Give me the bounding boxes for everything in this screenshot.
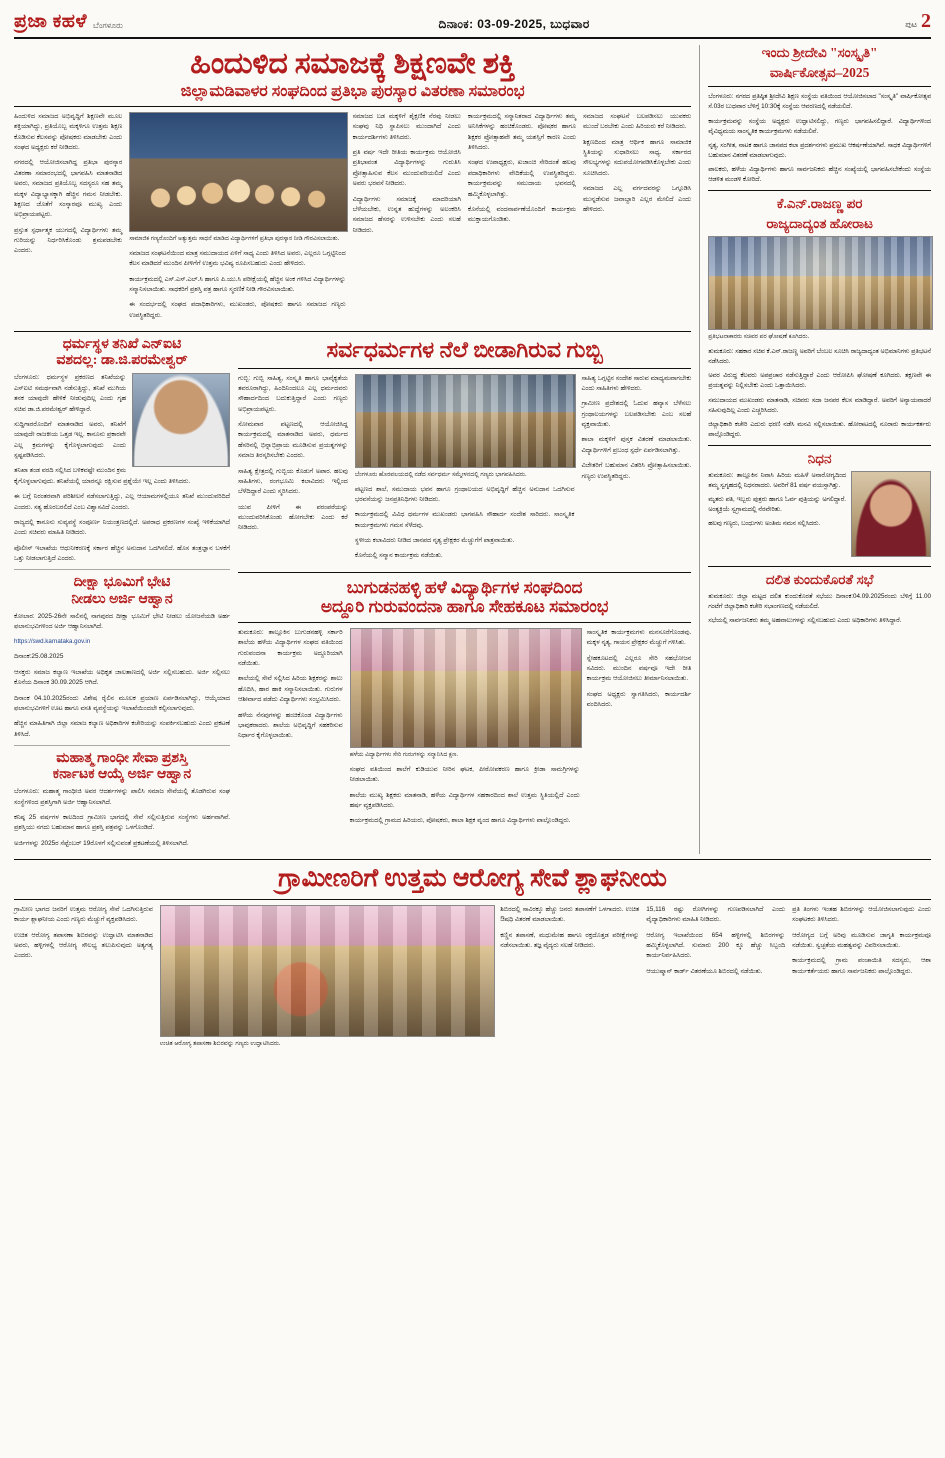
gubbi-col-2	[355, 374, 575, 567]
issue-date: ದಿನಾಂಕ: 03-09-2025, ಬುಧವಾರ	[438, 17, 590, 31]
divider	[14, 859, 931, 860]
paragraph: ಯುವ ಪೀಳಿಗೆ ಈ ಪರಂಪರೆಯನ್ನು ಮುಂದುವರಿಸಿಕೊಂಡು ಹೋಗಬೇಕು ಎಂದು ಕರೆ ನೀಡಿದರು.	[238, 503, 348, 532]
lead-col-4	[468, 112, 576, 326]
paragraph: ಸಮಾಜದ ಎಲ್ಲ ವರ್ಗದವರನ್ನು ಒಗ್ಗೂಡಿಸಿ ಮುನ್ನಡೆಸುವ ಜವಾಬ್ದಾರಿ ಎಲ್ಲರ ಮೇಲಿದೆ ಎಂದು ಹೇಳಿದರು.	[583, 185, 692, 213]
paragraph: ಹಳೆಯ ನೆನಪುಗಳನ್ನು ಹಂಚಿಕೊಂಡ ವಿದ್ಯಾರ್ಥಿಗಳು ಭಾವುಕರಾದರು. ಶಾಲೆಯ ಅಭಿವೃದ್ಧಿಗೆ ಸಹಕರಿಸುವ ನಿರ್ಧಾರ ಕೈಗೊಳ್ಳಲಾಯಿತು.	[238, 711, 343, 740]
paragraph: ಆರೋಗ್ಯದ ಬಗ್ಗೆ ಅರಿವು ಮೂಡಿಸುವ ಜಾಗೃತಿ ಕಾರ್ಯಕ್ರಮವೂ ನಡೆಯಿತು. ಸ್ವಚ್ಛತೆಯ ಮಹತ್ವವನ್ನು ವಿವರಿಸಲಾಯಿತು.	[792, 931, 931, 949]
divider	[708, 190, 931, 191]
paragraph: ಅರ್ಜಿಗಳನ್ನು 2025ರ ಸೆಪ್ಟೆಂಬರ್ 19ರೊಳಗೆ ಸಲ್ಲಿಸುವಂತೆ ಪ್ರಕಟಣೆಯಲ್ಲಿ ತಿಳಿಸಲಾಗಿದೆ.	[14, 839, 189, 847]
masthead-left	[14, 11, 123, 33]
divider	[14, 569, 230, 570]
deeksha-date-note: ದಿನಾಂಕ:25.08.2025	[14, 653, 64, 661]
paragraph: ಬೆಂಗಳೂರು: ಮಹಾತ್ಮ ಗಾಂಧೀಜಿ ಅವರ ಆದರ್ಶಗಳನ್ನು ಪಾಲಿಸಿ ಸಮಾಜ ಸೇವೆಯಲ್ಲಿ ತೊಡಗಿರುವ ಸಂಘ ಸಂಸ್ಥೆಗಳಿಂದ ಪ್ರಶಸ್ತಿಗಾಗಿ ಅರ್ಜಿ ಆಹ್ವಾನಿಸಲಾಗಿದೆ.	[14, 788, 230, 806]
divider	[14, 899, 931, 900]
paragraph: ಕಾರ್ಯಕ್ರಮದಲ್ಲಿ ಎಸ್.ಎಸ್.ಎಲ್.ಸಿ ಹಾಗೂ ಪಿ.ಯು.ಸಿ ಪರೀಕ್ಷೆಯಲ್ಲಿ ಹೆಚ್ಚಿನ ಅಂಕ ಗಳಿಸಿದ ವಿದ್ಯಾರ್ಥಿಗಳನ್ನು ಸನ್ಮಾನಿಸಲಾಯಿತು. ಸಾಧಕರಿಗೆ ಪ್ರಶಸ್ತಿ ಪತ್ರ ಹಾಗೂ ಸ್ಮರಣಿಕೆ ನೀಡಿ ಗೌರವಿಸಲಾಯಿತು.	[129, 275, 346, 294]
paragraph: ಸಂಘದ ಉಪಾಧ್ಯಕ್ಷರು, ಖಜಾಂಚಿ ಸೇರಿದಂತೆ ಹಲವು ಪದಾಧಿಕಾರಿಗಳು ವೇದಿಕೆಯಲ್ಲಿ ಉಪಸ್ಥಿತರಿದ್ದರು. ಕಾರ್ಯಕ್ರಮವನ್ನು ಸಮುದಾಯ ಭವನದಲ್ಲಿ ಹಮ್ಮಿಕೊಳ್ಳಲಾಗಿತ್ತು.	[467, 159, 577, 198]
paragraph: ತುಮಕೂರು: ತಾಲ್ಲೂಕಿನ ಬುಗುಡನಹಳ್ಳಿ ಸರ್ಕಾರಿ ಶಾಲೆಯ ಹಳೆಯ ವಿದ್ಯಾರ್ಥಿಗಳ ಸಂಘದ ವತಿಯಿಂದ ಗುರುವಂದನಾ ಕಾರ್ಯಕ್ರಮ ಅದ್ದೂರಿಯಾಗಿ ನಡೆಯಿತು.	[238, 628, 343, 667]
paragraph: ಮೃತರು ಪತಿ, ಇಬ್ಬರು ಪುತ್ರರು ಹಾಗೂ ಓರ್ವ ಪುತ್ರಿಯನ್ನು ಅಗಲಿದ್ದಾರೆ. ಅಂತ್ಯಕ್ರಿಯೆ ಸ್ವಗ್ರಾಮದಲ್ಲಿ ನೆರವೇರಿತು.	[708, 496, 846, 514]
divider	[14, 745, 230, 746]
divider	[708, 566, 931, 567]
paragraph: ಶಿಕ್ಷಣದಿಂದ ಮಾತ್ರ ಆರ್ಥಿಕ ಹಾಗೂ ಸಾಮಾಜಿಕ ಸ್ಥಿತಿಯನ್ನು ಸುಧಾರಿಸಲು ಸಾಧ್ಯ. ಸರ್ಕಾರದ ಸೌಲಭ್ಯಗಳನ್ನು ಸದುಪಯೋಗಪಡಿಸಿಕೊಳ್ಳಬೇಕು ಎಂದು ಸೂಚಿಸಿದರು.	[583, 138, 692, 177]
divider	[238, 368, 691, 369]
bugudanahalli-col-2	[350, 628, 580, 832]
lead-col-1	[14, 112, 122, 326]
gandhi-body	[14, 787, 230, 849]
lead-headline: ಹಿಂದುಳಿದ ಸಮಾಜಕ್ಕೆ ಶಿಕ್ಷಣವೇ ಶಕ್ತಿ	[190, 47, 516, 80]
rajanna-body	[708, 347, 931, 440]
page-label: ಪುಟ	[905, 20, 917, 29]
gubbi-photo	[355, 374, 577, 468]
samskruti-title-line2: ವಾರ್ಷಿಕೋತ್ಸವ–2025	[769, 65, 870, 81]
paragraph: ಸಾಹಿತ್ಯ ಒಗ್ಗಟ್ಟಿನ ಸಂದೇಶ ಸಾರುವ ಮಾಧ್ಯಮವಾಗಬೇಕು ಎಂದು ಸಾಹಿತಿಗಳು ಹೇಳಿದರು.	[581, 374, 692, 392]
paragraph: ಪ್ರತಿ ತಿಂಗಳು ಇಂತಹ ಶಿಬಿರಗಳನ್ನು ಆಯೋಜಿಸಲಾಗುವುದು ಎಂದು ಸಂಘಟಕರು ತಿಳಿಸಿದರು.	[792, 905, 931, 924]
paragraph: ಸಂಘದ ಅಧ್ಯಕ್ಷರು ಸ್ವಾಗತಿಸಿದರು, ಕಾರ್ಯದರ್ಶಿ ವಂದಿಸಿದರು.	[586, 690, 692, 709]
paragraph: ಶಾಲಾ ಮಕ್ಕಳಿಗೆ ಪುಸ್ತಕ ವಿತರಣೆ ಮಾಡಲಾಯಿತು. ವಿದ್ಯಾರ್ಥಿಗಳಿಗೆ ಪ್ರಬಂಧ ಸ್ಪರ್ಧೆ ಏರ್ಪಡಿಸಲಾಗಿತ್ತು.	[581, 436, 692, 454]
paragraph: ಆಸಕ್ತರು ಸಮಾಜ ಕಲ್ಯಾಣ ಇಲಾಖೆಯ ಅಧಿಕೃತ ಜಾಲತಾಣದಲ್ಲಿ ಅರ್ಜಿ ಸಲ್ಲಿಸಬಹುದು. ಅರ್ಜಿ ಸಲ್ಲಿಸಲು ಕೊನೆಯ ದಿನಾಂಕ 30.09.2025 ಆಗಿದೆ.	[14, 668, 230, 687]
masthead-right	[905, 10, 931, 33]
paragraph: ದಿನಾಂಕ 04.10.2025ರಂದು ವಿಶೇಷ ರೈಲಿನ ಮೂಲಕ ಪ್ರಯಾಣ ಏರ್ಪಡಿಸಲಾಗಿದ್ದು, ಆಯ್ಕೆಯಾದ ಫಲಾನುಭವಿಗಳಿಗೆ ಊಟ ಹಾಗೂ ವಸತಿ ವ್ಯವಸ್ಥೆಯನ್ನು ಇಲಾಖೆಯಿಂದಲೇ ಕಲ್ಪಿಸಲಾಗುವುದು.	[14, 694, 230, 712]
lead-subhead: ಜಿಲ್ಲಾಮಡಿವಾಳರ ಸಂಘದಿಂದ ಪ್ರತಿಭಾ ಪುರಸ್ಕಾರ ವಿತರಣಾ ಸಮಾರಂಭ	[180, 82, 525, 100]
paragraph: ಕಾರ್ಯಕ್ರಮವನ್ನು ಸಂಸ್ಥೆಯ ಅಧ್ಯಕ್ಷರು ಉದ್ಘಾಟಿಸಲಿದ್ದು, ಗಣ್ಯರು ಭಾಗವಹಿಸಲಿದ್ದಾರೆ. ವಿದ್ಯಾರ್ಥಿಗಳಿಂದ ವೈವಿಧ್ಯಮಯ ಸಾಂಸ್ಕೃತಿಕ ಕಾರ್ಯಕ್ರಮಗಳು ನಡೆಯಲಿವೆ.	[708, 117, 931, 135]
lead-col-5	[583, 112, 691, 326]
paragraph: ಸ್ಥಳೀಯ ಕಲಾವಿದರು ನೀಡಿದ ಜಾನಪದ ನೃತ್ಯ ಪ್ರೇಕ್ಷಕರ ಮೆಚ್ಚುಗೆಗೆ ಪಾತ್ರವಾಯಿತು.	[354, 537, 515, 545]
paragraph: ಶಿಬಿರದಲ್ಲಿ ಸಾವಿರಕ್ಕೂ ಹೆಚ್ಚು ಜನರು ತಪಾಸಣೆಗೆ ಒಳಗಾದರು. ಉಚಿತ ಔಷಧಿ ವಿತರಣೆ ಮಾಡಲಾಯಿತು.	[500, 905, 640, 924]
deeksha-title-line1: ದೀಕ್ಷಾ ಭೂಮಿಗೆ ಭೇಟಿ	[73, 575, 171, 591]
publication-title: ಪ್ರಜಾ ಕಹಳೆ	[14, 11, 88, 32]
bugudanahalli-col-3	[587, 628, 692, 832]
health-col-5	[792, 905, 931, 1054]
rajanna-title-line1: ಕೆ.ಎನ್.ರಾಜಣ್ಣ ಪರ	[776, 195, 863, 211]
paragraph: ತುಮಕೂರು: ಸಹಕಾರ ಸಚಿವ ಕೆ.ಎನ್.ರಾಜಣ್ಣ ಅವರಿಗೆ ಬೆಂಬಲ ಸೂಚಿಸಿ ರಾಜ್ಯದಾದ್ಯಂತ ಅಭಿಮಾನಿಗಳು ಪ್ರತಿಭಟನೆ ನಡೆಸಿದರು.	[708, 348, 931, 366]
bugudanahalli-photo	[350, 628, 582, 748]
dharmasthala-title-line2: ವಶದಲ್ಲ: ಡಾ.ಜಿ.ಪರಮೇಶ್ವರ್	[56, 353, 188, 369]
bugudanahalli-title-line1: ಬುಗುಡನಹಳ್ಳಿ ಹಳೆ ವಿದ್ಯಾರ್ಥಿಗಳ ಸಂಘದಿಂದ	[346, 577, 583, 597]
paragraph: ಸಾಂಸ್ಕೃತಿಕ ಕಾರ್ಯಕ್ರಮಗಳು ಮನಸೂರೆಗೊಂಡವು. ಮಕ್ಕಳ ನೃತ್ಯ, ಗಾಯನ ಪ್ರೇಕ್ಷಕರ ಮೆಚ್ಚುಗೆ ಗಳಿಸಿತು.	[586, 628, 692, 647]
paragraph: ಕಣ್ಣಿನ ತಪಾಸಣೆ, ಮಧುಮೇಹ ಹಾಗೂ ರಕ್ತದೊತ್ತಡ ಪರೀಕ್ಷೆಗಳನ್ನು ನಡೆಸಲಾಯಿತು. ತಜ್ಞ ವೈದ್ಯರು ಸಲಹೆ ನೀಡಿದರು.	[500, 931, 640, 949]
paragraph: ಕೊನೆಯಲ್ಲಿ ವಂದನಾರ್ಪಣೆಯೊಂದಿಗೆ ಕಾರ್ಯಕ್ರಮ ಮುಕ್ತಾಯಗೊಂಡಿತು.	[467, 205, 577, 224]
paragraph: ರಾಜ್ಯದಲ್ಲಿ ಕಾನೂನು ಸುವ್ಯವಸ್ಥೆ ಸಂಪೂರ್ಣ ನಿಯಂತ್ರಣದಲ್ಲಿದೆ. ಅಪರಾಧ ಪ್ರಕರಣಗಳ ಸಂಖ್ಯೆ ಇಳಿಕೆಯಾಗಿದೆ ಎಂದು ಸಚಿವರು ಮಾಹಿತಿ ನೀಡಿದರು.	[14, 518, 230, 537]
paragraph: ಈ ಬಗ್ಗೆ ನಿರಂತರವಾಗಿ ಪರಿಶೀಲನೆ ನಡೆಸಲಾಗುತ್ತಿದ್ದು, ಎಲ್ಲ ಆಯಾಮಗಳಲ್ಲಿಯೂ ತನಿಖೆ ಮುಂದುವರಿದಿದೆ ಎಂದರು. ಸತ್ಯ ಹೊರಬರಲಿದೆ ಎಂಬ ವಿಶ್ವಾಸವಿದೆ ಎಂದರು.	[14, 493, 230, 511]
gubbi-title: ಸರ್ವಧರ್ಮಗಳ ನೆಲೆ ಬೀಡಾಗಿರುವ ಗುಬ್ಬಿ	[326, 337, 603, 363]
paragraph: ಸ್ನೇಹಕೂಟದಲ್ಲಿ ಎಲ್ಲರೂ ಸೇರಿ ಸಹಭೋಜನ ಸವಿದರು. ಮುಂದಿನ ವರ್ಷವೂ ಇದೇ ರೀತಿ ಕಾರ್ಯಕ್ರಮ ಆಯೋಜಿಸಲು ತೀರ್ಮಾನಿಸಲಾಯಿತು.	[586, 654, 692, 683]
divider	[14, 331, 691, 332]
paragraph: ತನಿಖಾ ತಂಡ ವರದಿ ಸಲ್ಲಿಸಿದ ಬಳಿಕವಷ್ಟೇ ಮುಂದಿನ ಕ್ರಮ ಕೈಗೊಳ್ಳಲಾಗುವುದು. ತನಿಖೆಯಲ್ಲಿ ಯಾರನ್ನೂ ರಕ್ಷಿಸುವ ಪ್ರಶ್ನೆಯೇ ಇಲ್ಲ ಎಂದು ತಿಳಿಸಿದರು.	[14, 467, 191, 485]
paragraph: ಶಾಲೆಯ ಮುಖ್ಯ ಶಿಕ್ಷಕರು ಮಾತನಾಡಿ, ಹಳೆಯ ವಿದ್ಯಾರ್ಥಿಗಳ ಸಹಕಾರದಿಂದ ಶಾಲೆ ಉತ್ತಮ ಸ್ಥಿತಿಯಲ್ಲಿದೆ ಎಂದು ಹರ್ಷ ವ್ಯಕ್ತಪಡಿಸಿದರು.	[349, 791, 580, 809]
bugudanahalli-col-1	[238, 628, 343, 832]
rajanna-photo-caption: ಪ್ರತಿಭಟನಾಕಾರರು ಸಚಿವರ ಪರ ಘೋಷಣೆ ಕೂಗಿದರು.	[708, 334, 810, 341]
paragraph: ಸುದ್ದಿಗಾರರೊಂದಿಗೆ ಮಾತನಾಡಿದ ಅವರು, ತನಿಖೆಗೆ ಯಾವುದೇ ರಾಜಕೀಯ ಒತ್ತಡ ಇಲ್ಲ. ಕಾನೂನು ಪ್ರಕಾರವೇ ಎಲ್ಲ ಕ್ರಮಗಳನ್ನು ಕೈಗೊಳ್ಳಲಾಗುವುದು ಎಂದು ಸ್ಪಷ್ಟಪಡಿಸಿದರು.	[14, 420, 126, 460]
left-rail	[14, 337, 230, 854]
paragraph: ಕನಿಷ್ಠ 25 ವರ್ಷಗಳ ಕಾಲದಿಂದ ಗ್ರಾಮೀಣ ಭಾಗದಲ್ಲಿ ಸೇವೆ ಸಲ್ಲಿಸುತ್ತಿರುವ ಸಂಸ್ಥೆಗಳು ಅರ್ಹವಾಗಿವೆ. ಪ್ರಶಸ್ತಿಯು ನಗದು ಬಹುಮಾನ ಹಾಗೂ ಪ್ರಶಸ್ತಿ ಪತ್ರವನ್ನು ಒಳಗೊಂಡಿದೆ.	[14, 813, 230, 832]
samskruti-title-line1: ಇಂದು ಶ್ರೀದೇವಿ "ಸಂಸ್ಕೃತಿ"	[761, 45, 878, 60]
publication-edition: ಬೆಂಗಳೂರು	[93, 21, 123, 30]
deeksha-website[interactable]: https://swd.karnataka.gov.in	[14, 638, 91, 646]
paragraph: ತುಮಕೂರು: ತಾಲ್ಲೂಕಿನ ನಿವಾಸಿ ಹಿರಿಯ ಮಹಿಳೆ ಅನಾರೋಗ್ಯದಿಂದ ತಮ್ಮ ಸ್ವಗೃಹದಲ್ಲಿ ನಿಧನರಾದರು. ಅವರಿಗೆ 81 ವರ್ಷ ವಯಸ್ಸಾಗಿತ್ತು.	[708, 471, 846, 489]
main-content	[14, 45, 691, 854]
paragraph: ಸೋಮವಾರ ಪಟ್ಟಣದಲ್ಲಿ ಆಯೋಜಿಸಿದ್ದ ಕಾರ್ಯಕ್ರಮದಲ್ಲಿ ಮಾತನಾಡಿದ ಅವರು, ಧರ್ಮದ ಹೆಸರಿನಲ್ಲಿ ಭಿನ್ನಾಭಿಪ್ರಾಯ ಮೂಡಿಸುವ ಪ್ರಯತ್ನಗಳನ್ನು ಸಮಾಜ ತಿರಸ್ಕರಿಸಬೇಕು ಎಂದರು.	[238, 421, 348, 460]
paragraph: ಪೊಲೀಸ್ ಇಲಾಖೆಯ ಆಧುನೀಕರಣಕ್ಕೆ ಸರ್ಕಾರ ಹೆಚ್ಚಿನ ಅನುದಾನ ಒದಗಿಸಲಿದೆ. ಹೊಸ ತಂತ್ರಜ್ಞಾನ ಬಳಕೆಗೆ ಒತ್ತು ನೀಡಲಾಗುತ್ತಿದೆ ಎಂದರು.	[14, 544, 230, 563]
health-col-2	[160, 905, 493, 1054]
paragraph: ಪ್ರಸ್ತುತ ಸ್ಪರ್ಧಾತ್ಮಕ ಯುಗದಲ್ಲಿ ವಿದ್ಯಾರ್ಥಿಗಳು ತಮ್ಮ ಗುರಿಯನ್ನು ನಿರ್ಧರಿಸಿಕೊಂಡು ಶ್ರಮಪಡಬೇಕು ಎಂದರು.	[14, 226, 123, 255]
paragraph: ಸಮಾಜದ ಸಂಘಟನೆ ಬಲಪಡಿಸಲು ಯುವಕರು ಮುಂದೆ ಬರಬೇಕು ಎಂದು ಹಿರಿಯರು ಕರೆ ನೀಡಿದರು.	[583, 112, 692, 131]
paragraph: ನೃತ್ಯ, ಸಂಗೀತ, ನಾಟಕ ಹಾಗೂ ಜಾನಪದ ಕಲಾ ಪ್ರದರ್ಶನಗಳು ಪ್ರಮುಖ ಆಕರ್ಷಣೆಯಾಗಿವೆ. ಸಾಧಕ ವಿದ್ಯಾರ್ಥಿಗಳಿಗೆ ಬಹುಮಾನ ವಿತರಣೆ ಮಾಡಲಾಗುವುದು.	[708, 141, 931, 159]
paragraph: ಕಾರ್ಯಕ್ರಮದಲ್ಲಿ ಸನ್ಮಾನಿತರಾದ ವಿದ್ಯಾರ್ಥಿಗಳು ತಮ್ಮ ಅನಿಸಿಕೆಗಳನ್ನು ಹಂಚಿಕೊಂಡರು. ಪೋಷಕರ ಹಾಗೂ ಶಿಕ್ಷಕರ ಪ್ರೋತ್ಸಾಹವೇ ತಮ್ಮ ಯಶಸ್ಸಿಗೆ ಕಾರಣ ಎಂದು ತಿಳಿಸಿದರು.	[467, 112, 577, 152]
paragraph: ಶಾಲೆಯಲ್ಲಿ ಸೇವೆ ಸಲ್ಲಿಸಿದ ಹಿರಿಯ ಶಿಕ್ಷಕರನ್ನು ಶಾಲು ಹೊದಿಸಿ, ಹಾರ ಹಾಕಿ ಸನ್ಮಾನಿಸಲಾಯಿತು. ಗುರುಗಳ ಆಶೀರ್ವಾದ ಪಡೆದು ವಿದ್ಯಾರ್ಥಿಗಳು ಸಂಭ್ರಮಿಸಿದರು.	[238, 675, 343, 704]
paragraph: ಸಾಹಿತ್ಯ ಕ್ಷೇತ್ರದಲ್ಲಿ ಗುಬ್ಬಿಯ ಕೊಡುಗೆ ಅಪಾರ. ಹಲವು ಸಾಹಿತಿಗಳು, ರಂಗಭೂಮಿ ಕಲಾವಿದರು ಇಲ್ಲಿಂದ ಬೆಳೆದಿದ್ದಾರೆ ಎಂದು ಸ್ಮರಿಸಿದರು.	[238, 467, 348, 496]
divider	[14, 106, 691, 107]
nidhana-portrait	[851, 471, 931, 557]
paragraph: ಬೆಂಗಳೂರು: ನಗರದ ಪ್ರತಿಷ್ಠಿತ ಶ್ರೀದೇವಿ ಶಿಕ್ಷಣ ಸಂಸ್ಥೆಯ ವತಿಯಿಂದ ಆಯೋಜಿಸಲಾದ "ಸಂಸ್ಕೃತಿ" ವಾರ್ಷಿಕೋತ್ಸವ ಸೆ.03ರ ಬುಧವಾರ ಬೆಳಿಗ್ಗೆ 10:30ಕ್ಕೆ ಸಂಸ್ಥೆಯ ಆವರಣದಲ್ಲಿ ನಡೆಯಲಿದೆ.	[708, 93, 931, 111]
bugudanahalli-columns	[238, 628, 691, 832]
paragraph: ಗುಬ್ಬಿ: ಗುಬ್ಬಿ ಸಾಹಿತ್ಯ, ಸಂಸ್ಕೃತಿ ಹಾಗೂ ಭಾವೈಕ್ಯತೆಯ ತವರೂರಾಗಿದ್ದು, ಹಿಂದಿನಿಂದಲೂ ಎಲ್ಲ ಧರ್ಮದವರು ಸೌಹಾರ್ದದಿಂದ ಬದುಕುತ್ತಿದ್ದಾರೆ ಎಂದು ಗಣ್ಯರು ಅಭಿಪ್ರಾಯಪಟ್ಟರು.	[238, 374, 348, 413]
paragraph: ಕೋಲಾರ: 2025-26ನೇ ಸಾಲಿನಲ್ಲಿ ನಾಗಪುರದ ದೀಕ್ಷಾ ಭೂಮಿಗೆ ಭೇಟಿ ನೀಡಲು ಯೋಜನೆಯಡಿ ಅರ್ಹ ಫಲಾನುಭವಿಗಳಿಂದ ಅರ್ಜಿ ಆಹ್ವಾನಿಸಲಾಗಿದೆ.	[14, 612, 230, 630]
paragraph: ಪ್ರತಿ ವರ್ಷ ಇದೇ ರೀತಿಯ ಕಾರ್ಯಕ್ರಮ ಆಯೋಜಿಸಿ ಪ್ರತಿಭಾವಂತ ವಿದ್ಯಾರ್ಥಿಗಳನ್ನು ಗುರುತಿಸಿ ಪ್ರೋತ್ಸಾಹಿಸುವ ಕೆಲಸ ಮುಂದುವರಿಯಲಿದೆ ಎಂದು ಅವರು ಭರವಸೆ ನೀಡಿದರು.	[352, 149, 461, 188]
lead-col-2	[129, 112, 345, 326]
paragraph: ಪಾಲಕರು, ಹಳೆಯ ವಿದ್ಯಾರ್ಥಿಗಳು ಹಾಗೂ ಸಾರ್ವಜನಿಕರು ಹೆಚ್ಚಿನ ಸಂಖ್ಯೆಯಲ್ಲಿ ಭಾಗವಹಿಸಬೇಕೆಂದು ಸಂಸ್ಥೆಯ ಆಡಳಿತ ಮಂಡಳಿ ಕೋರಿದೆ.	[708, 165, 931, 183]
divider	[238, 572, 691, 573]
page-number: 2	[920, 10, 931, 32]
dalita-title: ದಲಿತ ಕುಂದುಕೊರತೆ ಸಭೆ	[765, 571, 874, 587]
paragraph: ಕಾರ್ಯಕ್ರಮದಲ್ಲಿ ವಿವಿಧ ಧರ್ಮಗಳ ಮುಖಂಡರು ಭಾಗವಹಿಸಿ ಸೌಹಾರ್ದ ಸಂದೇಶ ಸಾರಿದರು. ಸಾಂಸ್ಕೃತಿಕ ಕಾರ್ಯಕ್ರಮಗಳು ಗಮನ ಸೆಳೆದವು.	[354, 511, 575, 529]
paragraph: ಬೆಂಗಳೂರು: ಧರ್ಮಸ್ಥಳ ಪ್ರಕರಣದ ತನಿಖೆಯನ್ನು ಎಸ್‌ಐಟಿ ಸಮರ್ಥವಾಗಿ ನಡೆಸುತ್ತಿದ್ದು, ತನಿಖೆ ಮುಗಿಯ ತನಕ ಯಾವುದೇ ಹೇಳಿಕೆ ನೀಡುವುದಿಲ್ಲ ಎಂದು ಗೃಹ ಸಚಿವ ಡಾ.ಜಿ.ಪರಮೇಶ್ವರ್ ಹೇಳಿದ್ದಾರೆ.	[14, 374, 126, 413]
paragraph: ಗ್ರಾಮೀಣ ಭಾಗದ ಜನರಿಗೆ ಉತ್ತಮ ಆರೋಗ್ಯ ಸೇವೆ ಒದಗಿಸುತ್ತಿರುವ ಕಾರ್ಯ ಶ್ಲಾಘನೀಯ ಎಂದು ಗಣ್ಯರು ಮೆಚ್ಚುಗೆ ವ್ಯಕ್ತಪಡಿಸಿದರು.	[14, 905, 153, 924]
samskruti-body	[708, 92, 931, 185]
paragraph: ಕೊನೆಯಲ್ಲಿ ಸನ್ಮಾನ ಕಾರ್ಯಕ್ರಮ ನಡೆಯಿತು.	[354, 552, 443, 560]
paragraph: 15,116 ರಷ್ಟು ರೋಗಿಗಳನ್ನು ಗುಣಪಡಿಸಲಾಗಿದೆ ಎಂದು ವೈದ್ಯಾಧಿಕಾರಿಗಳು ಮಾಹಿತಿ ನೀಡಿದರು.	[646, 905, 786, 924]
paragraph: ಗ್ರಾಮೀಣ ಪ್ರದೇಶದಲ್ಲಿ ಓದುವ ಹವ್ಯಾಸ ಬೆಳೆಸಲು ಗ್ರಂಥಾಲಯಗಳನ್ನು ಬಲಪಡಿಸಬೇಕು ಎಂಬ ಸಲಹೆ ವ್ಯಕ್ತವಾಯಿತು.	[581, 400, 692, 429]
lead-photo-caption: ಸಾಮಾಜಿಕ ಗಣ್ಯರೊಂದಿಗೆ ಅತ್ಯುತ್ತಮ ಸಾಧನೆ ಮಾಡಿದ ವಿದ್ಯಾರ್ಥಿಗಳಿಗೆ ಪ್ರತಿಭಾ ಪುರಸ್ಕಾರ ನೀಡಿ ಗೌರವಿಸಲಾಯಿತು.	[129, 235, 340, 242]
paragraph: ಸಮಾಜದ ಬಡ ಮಕ್ಕಳಿಗೆ ಶೈಕ್ಷಣಿಕ ನೆರವು ನೀಡಲು ಸಂಘವು ನಿಧಿ ಸ್ಥಾಪಿಸಲು ಮುಂದಾಗಿದೆ ಎಂದು ಕಾರ್ಯದರ್ಶಿಗಳು ತಿಳಿಸಿದರು.	[352, 112, 461, 141]
paragraph: ಜಿಲ್ಲಾಧಿಕಾರಿ ಕಚೇರಿ ಎದುರು ಧರಣಿ ನಡೆಸಿ ಮನವಿ ಸಲ್ಲಿಸಲಾಯಿತು. ಹೋರಾಟದಲ್ಲಿ ನೂರಾರು ಕಾರ್ಯಕರ್ತರು ಪಾಲ್ಗೊಂಡಿದ್ದರು.	[708, 420, 931, 438]
paragraph: ಹಿಂದುಳಿದ ಸಮಾಜದ ಅಭಿವೃದ್ಧಿಗೆ ಶಿಕ್ಷಣವೇ ಮೂಲ ಶಕ್ತಿಯಾಗಿದ್ದು, ಪ್ರತಿಯೊಬ್ಬ ಮಕ್ಕಳಿಗೂ ಉತ್ತಮ ಶಿಕ್ಷಣ ಕೊಡಿಸುವ ಕೆಲಸವನ್ನು ಪೋಷಕರು ಮಾಡಬೇಕು ಎಂದು ಸಂಘದ ಅಧ್ಯಕ್ಷರು ಕರೆ ನೀಡಿದರು.	[14, 112, 123, 152]
divider	[238, 622, 691, 623]
health-col-1	[14, 905, 153, 1054]
health-columns	[14, 905, 931, 1054]
gandhi-title-line2: ಕರ್ನಾಟಕ ಆಯ್ಕೆ ಅರ್ಜಿ ಆಹ್ವಾನ	[52, 767, 192, 783]
paragraph: ಕಾರ್ಯಕ್ರಮದಲ್ಲಿ ಗ್ರಾಮ ಪಂಚಾಯಿತಿ ಸದಸ್ಯರು, ಆಶಾ ಕಾರ್ಯಕರ್ತೆಯರು ಹಾಗೂ ಸಾರ್ವಜನಿಕರು ಪಾಲ್ಗೊಂಡಿದ್ದರು.	[792, 957, 931, 975]
rajanna-title-line2: ರಾಜ್ಯದಾದ್ಯಂತ ಹೋರಾಟ	[766, 216, 873, 232]
dharmasthala-title-line1: ಧರ್ಮಸ್ಥಳ ತನಿಖೆ ಎನ್‌ಐಟಿ	[62, 337, 182, 353]
health-col-3	[500, 905, 639, 1054]
paragraph: ಸಮಾಜದ ಸಂಘಟನೆಯಿಂದ ಮಾತ್ರ ಸಮುದಾಯದ ಏಳಿಗೆ ಸಾಧ್ಯ ಎಂದು ತಿಳಿಸಿದ ಅವರು, ಎಲ್ಲರೂ ಒಗ್ಗಟ್ಟಿನಿಂದ ಕೆಲಸ ಮಾಡಿದರೆ ಮುಂದಿನ ಪೀಳಿಗೆಗೆ ಉತ್ತಮ ಭವಿಷ್ಯ ರೂಪಿಸಬಹುದು ಎಂದು ಹೇಳಿದರು.	[129, 249, 346, 268]
divider	[708, 86, 931, 87]
paragraph: ಸಭೆಯಲ್ಲಿ ಸಾರ್ವಜನಿಕರು ತಮ್ಮ ಅಹವಾಲುಗಳನ್ನು ಸಲ್ಲಿಸಬಹುದು ಎಂದು ಅಧಿಕಾರಿಗಳು ತಿಳಿಸಿದ್ದಾರೆ.	[708, 617, 902, 625]
lead-columns	[14, 112, 691, 326]
paragraph: ಆರೋಗ್ಯ ಇಲಾಖೆಯಿಂದ 654 ಹಳ್ಳಿಗಳಲ್ಲಿ ಶಿಬಿರಗಳನ್ನು ಹಮ್ಮಿಕೊಳ್ಳಲಾಗಿದೆ. ಸುಮಾರು 200 ಕ್ಕೂ ಹೆಚ್ಚು ಸಿಬ್ಬಂದಿ ಕಾರ್ಯನಿರ್ವಹಿಸಿದರು.	[646, 931, 786, 960]
gubbi-col-1	[238, 374, 348, 567]
right-rail	[699, 45, 931, 854]
paragraph: ತುಮಕೂರು: ಜಿಲ್ಲಾ ಮಟ್ಟದ ದಲಿತ ಕುಂದುಕೊರತೆ ಸಭೆಯು ದಿನಾಂಕ:04.09.2025ರಂದು ಬೆಳಿಗ್ಗೆ 11.00 ಗಂಟೆಗೆ ಜಿಲ್ಲಾಧಿಕಾರಿ ಕಚೇರಿ ಸಭಾಂಗಣದಲ್ಲಿ ನಡೆಯಲಿದೆ.	[708, 593, 931, 611]
gandhi-title-line1: ಮಹಾತ್ಮ ಗಾಂಧೀ ಸೇವಾ ಪ್ರಶಸ್ತಿ	[56, 751, 188, 767]
paragraph: ಹೆಚ್ಚಿನ ಮಾಹಿತಿಗಾಗಿ ಜಿಲ್ಲಾ ಸಮಾಜ ಕಲ್ಯಾಣ ಅಧಿಕಾರಿಗಳ ಕಚೇರಿಯನ್ನು ಸಂಪರ್ಕಿಸಬಹುದು ಎಂದು ಪ್ರಕಟಣೆ ತಿಳಿಸಿದೆ.	[14, 720, 230, 738]
mid-rail	[238, 337, 691, 854]
health-col-4	[646, 905, 785, 1054]
lead-photo	[129, 112, 347, 232]
paragraph: ಪಟ್ಟಣದ ಶಾಲೆ, ಸಮುದಾಯ ಭವನ ಹಾಗೂ ಗ್ರಂಥಾಲಯದ ಅಭಿವೃದ್ಧಿಗೆ ಹೆಚ್ಚಿನ ಅನುದಾನ ಒದಗಿಸುವ ಭರವಸೆಯನ್ನು ಜನಪ್ರತಿನಿಧಿಗಳು ನೀಡಿದರು.	[354, 485, 575, 503]
dalita-body	[708, 592, 931, 626]
gubbi-columns	[238, 374, 691, 567]
nidhana-title: ನಿಧನ	[807, 450, 832, 466]
deeksha-title-line2: ನೀಡಲು ಅರ್ಜಿ ಆಹ್ವಾನ	[71, 591, 173, 607]
paragraph: ಈ ಸಂದರ್ಭದಲ್ಲಿ ಸಂಘದ ಪದಾಧಿಕಾರಿಗಳು, ಮುಖಂಡರು, ಪೋಷಕರು ಹಾಗೂ ಸಮಾಜದ ಗಣ್ಯರು ಉಪಸ್ಥಿತರಿದ್ದರು.	[129, 301, 346, 319]
gubbi-col-3	[581, 374, 691, 567]
parameshwara-portrait	[132, 373, 230, 467]
bugudanahalli-title-line2: ಅದ್ದೂರಿ ಗುರುವಂದನಾ ಹಾಗೂ ಸೇಹಕೂಟ ಸಮಾರಂಭ	[320, 597, 609, 617]
divider	[708, 445, 931, 446]
lead-col-3	[353, 112, 461, 326]
paragraph: ಅವರ ವಿರುದ್ಧ ಕೆಲವರು ಅಪಪ್ರಚಾರ ನಡೆಸುತ್ತಿದ್ದಾರೆ ಎಂದು ಆರೋಪಿಸಿ ಘೋಷಣೆ ಕೂಗಿದರು. ತಕ್ಷಣವೇ ಈ ಪ್ರಯತ್ನವನ್ನು ನಿಲ್ಲಿಸಬೇಕು ಎಂದು ಒತ್ತಾಯಿಸಿದರು.	[708, 372, 931, 390]
paragraph: ನಗರದಲ್ಲಿ ಆಯೋಜಿಸಲಾಗಿದ್ದ ಪ್ರತಿಭಾ ಪುರಸ್ಕಾರ ವಿತರಣಾ ಸಮಾರಂಭದಲ್ಲಿ ಭಾಗವಹಿಸಿ ಮಾತನಾಡಿದ ಅವರು, ಸಮಾಜದ ಪ್ರತಿಯೊಬ್ಬ ಸದಸ್ಯರೂ ಸಹ ತಮ್ಮ ಮಕ್ಕಳ ವಿದ್ಯಾಭ್ಯಾಸಕ್ಕಾಗಿ ಹೆಚ್ಚಿನ ಗಮನ ನೀಡಬೇಕು. ಶಿಕ್ಷಣದ ಜೊತೆಗೆ ಸಂಸ್ಕಾರವೂ ಮುಖ್ಯ ಎಂದು ಅಭಿಪ್ರಾಯಪಟ್ಟರು.	[14, 159, 123, 219]
deeksha-body	[14, 612, 230, 740]
paragraph: ಸಂಘದ ವತಿಯಿಂದ ಶಾಲೆಗೆ ಕುಡಿಯುವ ನೀರಿನ ಘಟಕ, ಪೀಠೋಪಕರಣ ಹಾಗೂ ಕ್ರೀಡಾ ಸಾಮಗ್ರಿಗಳನ್ನು ನೀಡಲಾಯಿತು.	[349, 765, 580, 784]
health-title: ಗ್ರಾಮೀಣರಿಗೆ ಉತ್ತಮ ಆರೋಗ್ಯ ಸೇವೆ ಶ್ಲಾಘನೀಯ	[278, 865, 667, 893]
paragraph: ಆಯುಷ್ಮಾನ್ ಕಾರ್ಡ್ ವಿತರಣೆಯೂ ಶಿಬಿರದಲ್ಲಿ ನಡೆಯಿತು.	[646, 967, 763, 975]
bugudanahalli-photo-caption: ಹಳೆಯ ವಿದ್ಯಾರ್ಥಿಗಳು ಸೇರಿ ಗುರುಗಳನ್ನು ಸನ್ಮಾನಿಸಿದ ಕ್ಷಣ.	[349, 751, 459, 758]
paragraph: ಹಲವು ಗಣ್ಯರು, ಬಂಧುಗಳು ಅಂತಿಮ ನಮನ ಸಲ್ಲಿಸಿದರು.	[708, 520, 821, 528]
paragraph: ಸಮುದಾಯದ ಮುಖಂಡರು ಮಾತನಾಡಿ, ಸಚಿವರು ಸದಾ ಜನಪರ ಕೆಲಸ ಮಾಡಿದ್ದಾರೆ. ಅವರಿಗೆ ಅನ್ಯಾಯವಾದರೆ ಸಹಿಸುವುದಿಲ್ಲ ಎಂದು ಎಚ್ಚರಿಸಿದರು.	[708, 396, 931, 414]
paragraph: ವಿದ್ಯಾರ್ಥಿಗಳು ಸಮಾಜಕ್ಕೆ ಮಾದರಿಯಾಗಿ ಬೆಳೆಯಬೇಕು, ಉನ್ನತ ಹುದ್ದೆಗಳನ್ನು ಅಲಂಕರಿಸಿ ಸಮಾಜದ ಹೆಸರನ್ನು ಉಳಿಸಬೇಕು ಎಂದು ಸಲಹೆ ನೀಡಿದರು.	[352, 195, 461, 234]
rajanna-photo	[708, 236, 933, 330]
paragraph: ವಿಜೇತರಿಗೆ ಬಹುಮಾನ ವಿತರಿಸಿ ಪ್ರೋತ್ಸಾಹಿಸಲಾಯಿತು. ಗಣ್ಯರು ಉಪಸ್ಥಿತರಿದ್ದರು.	[581, 462, 692, 480]
health-photo	[160, 905, 495, 1037]
masthead	[14, 10, 931, 39]
paragraph: ಉಚಿತ ಆರೋಗ್ಯ ತಪಾಸಣಾ ಶಿಬಿರವನ್ನು ಉದ್ಘಾಟಿಸಿ ಮಾತನಾಡಿದ ಅವರು, ಹಳ್ಳಿಗಳಲ್ಲಿ ಆರೋಗ್ಯ ಸೌಲಭ್ಯ ತಲುಪಿಸುವುದು ಅತ್ಯಗತ್ಯ ಎಂದರು.	[14, 931, 153, 960]
gubbi-photo-caption: ಬೆಂಗಳೂರು ಹೊರವಲಯದಲ್ಲಿ ನಡೆದ ಸರ್ವಧರ್ಮ ಸಮ್ಮೇಳನದಲ್ಲಿ ಗಣ್ಯರು ಭಾಗವಹಿಸಿದರು.	[354, 471, 527, 478]
health-photo-caption: ಉಚಿತ ಆರೋಗ್ಯ ತಪಾಸಣಾ ಶಿಬಿರವನ್ನು ಗಣ್ಯರು ಉದ್ಘಾಟಿಸಿದರು.	[159, 1040, 281, 1047]
paragraph: ಕಾರ್ಯಕ್ರಮದಲ್ಲಿ ಗ್ರಾಮದ ಹಿರಿಯರು, ಪೋಷಕರು, ಶಾಲಾ ಶಿಕ್ಷಕ ವೃಂದ ಹಾಗೂ ವಿದ್ಯಾರ್ಥಿಗಳು ಪಾಲ್ಗೊಂಡಿದ್ದರು.	[349, 817, 571, 825]
